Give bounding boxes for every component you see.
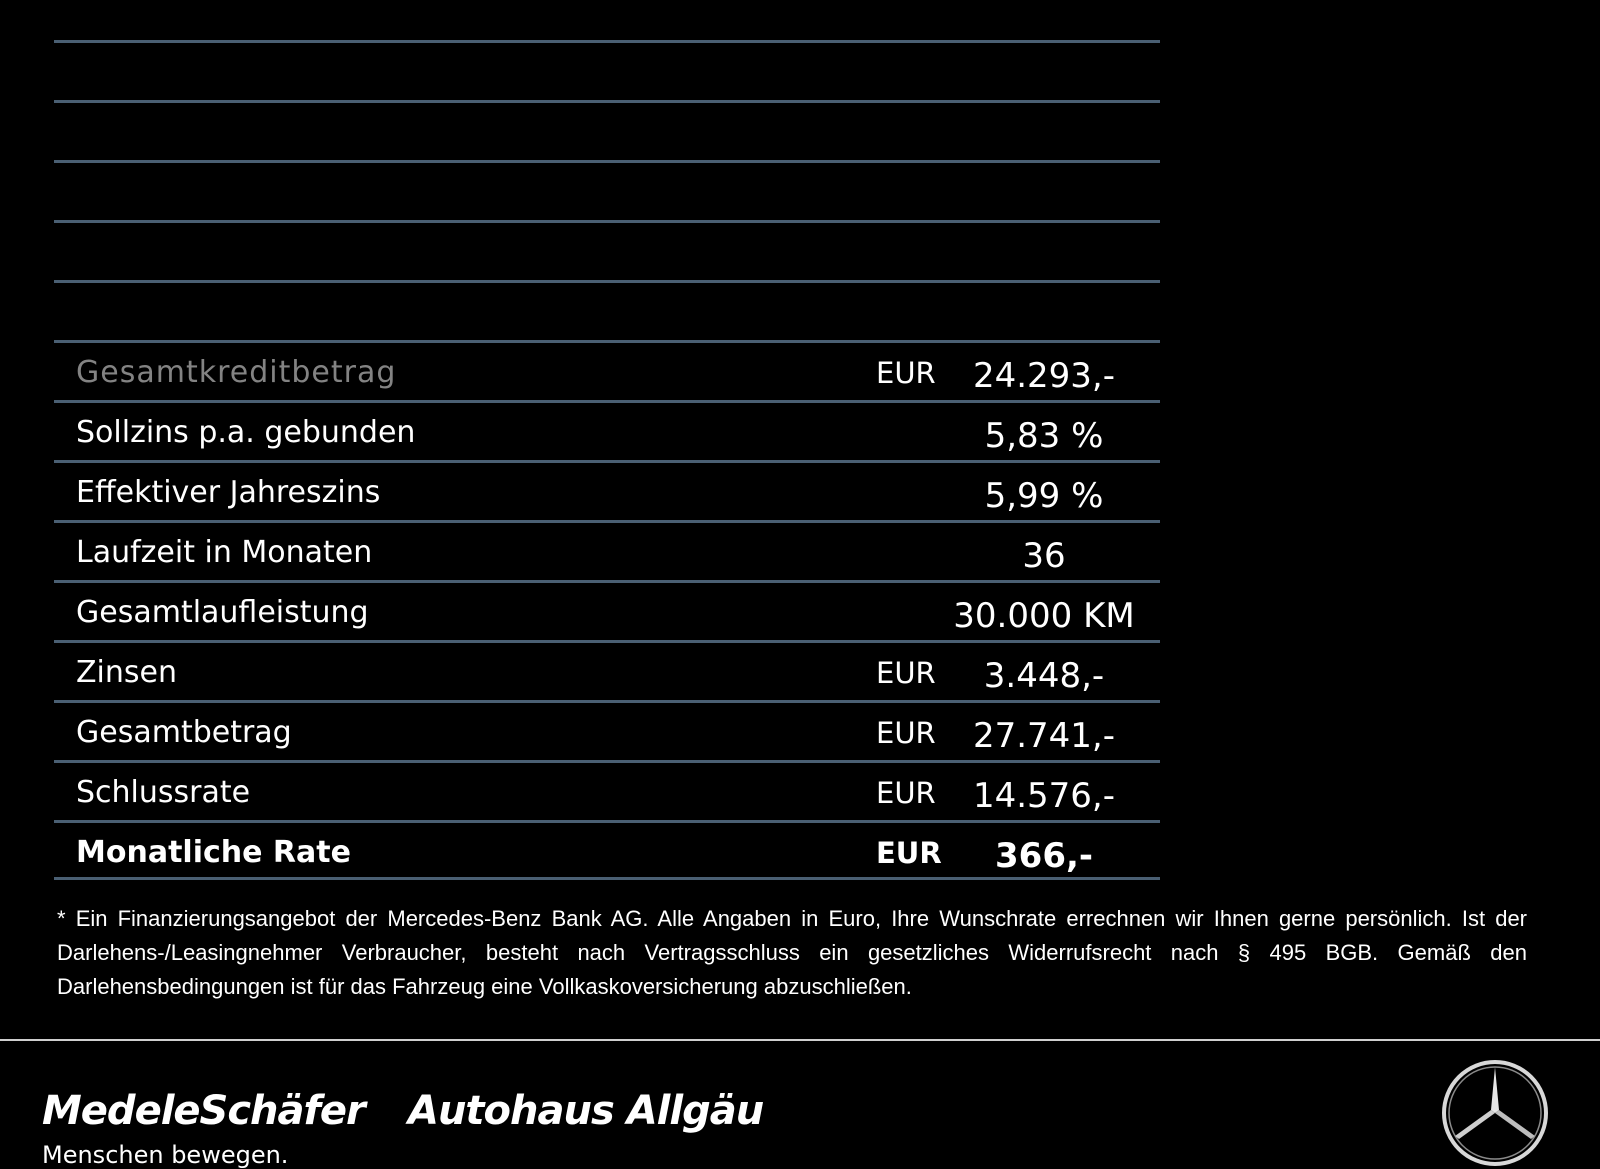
row-currency: EUR xyxy=(876,656,936,690)
table-row xyxy=(54,640,1160,700)
row-value: 366,- xyxy=(995,836,1093,876)
footer-divider xyxy=(0,1039,1600,1041)
row-value: 14.576,- xyxy=(972,776,1116,816)
row-label: Sollzins p.a. gebunden xyxy=(76,415,416,450)
table-row xyxy=(54,340,1160,400)
row-label: Monatliche Rate xyxy=(76,835,351,870)
row-value: 27.741,- xyxy=(972,716,1116,756)
table-row xyxy=(54,400,1160,460)
row-value: 36 xyxy=(1022,536,1066,576)
table-row xyxy=(54,520,1160,580)
row-label: Zinsen xyxy=(76,655,178,690)
monthly-rate-row xyxy=(54,820,1160,880)
row-label: Gesamtbetrag xyxy=(76,715,292,750)
row-value: 3.448,- xyxy=(983,656,1105,696)
mercedes-star-icon xyxy=(1440,1058,1550,1168)
row-currency: EUR xyxy=(876,356,936,390)
autohaus-allgaeu-logo: Autohaus Allgäu xyxy=(408,1088,764,1134)
table-row xyxy=(54,580,1160,640)
table-row xyxy=(54,220,1160,280)
tagline: Menschen bewegen. xyxy=(42,1141,289,1169)
table-row xyxy=(54,760,1160,820)
row-currency: EUR xyxy=(876,716,936,750)
row-value: 30.000 KM xyxy=(953,596,1135,636)
row-label: Schlussrate xyxy=(76,775,251,810)
table-row xyxy=(54,700,1160,760)
table-row xyxy=(54,280,1160,340)
row-currency: EUR xyxy=(876,836,942,870)
legal-footnote: * Ein Finanzierungsangebot der Mercedes-Benz Bank AG. Alle Angaben in Euro, Ihre Wunschrate errechnen wir Ihnen gerne persönlich. Ist der Darlehens-/Leasingnehmer Verbraucher, besteht nach Vertragsschluss ein gesetzliches Widerrufsrecht nach § 495 BGB. Gemäß den Darlehensbedingungen ist für das Fahrzeug eine Vollkaskoversicherung abzuschließen. xyxy=(57,906,1527,999)
row-value: 24.293,- xyxy=(972,356,1116,396)
row-value: 5,83 % xyxy=(984,416,1104,456)
table-row xyxy=(54,40,1160,100)
row-currency: EUR xyxy=(876,776,936,810)
table-row xyxy=(54,100,1160,160)
table-row xyxy=(54,160,1160,220)
row-label: Gesamtlaufleistung xyxy=(76,595,369,630)
medeleschaefer-logo: MedeleSchäfer xyxy=(42,1088,365,1134)
row-label: Gesamtkreditbetrag xyxy=(76,355,397,390)
row-label: Laufzeit in Monaten xyxy=(76,535,373,570)
table-row xyxy=(54,460,1160,520)
financing-table xyxy=(54,40,1160,880)
row-label: Effektiver Jahreszins xyxy=(76,475,381,510)
row-value: 5,99 % xyxy=(984,476,1104,516)
